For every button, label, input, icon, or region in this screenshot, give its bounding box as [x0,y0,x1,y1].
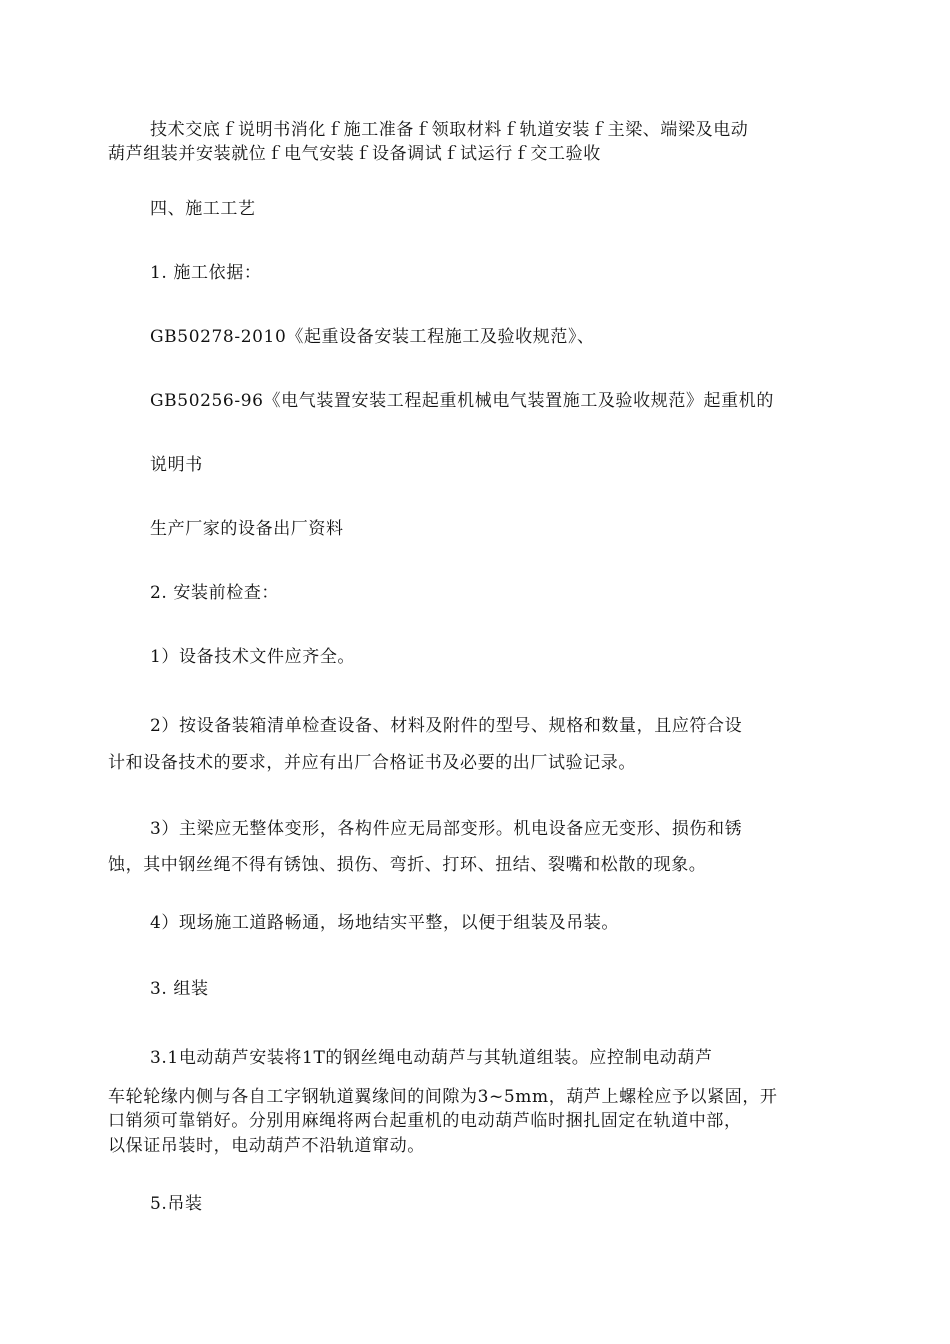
item-5-heading: 5.吊装 [150,1194,203,1214]
check-2-line-1: 2）按设备装箱清单检查设备、材料及附件的型号、规格和数量，且应符合设 [150,716,743,736]
assembly-line-4: 以保证吊装时，电动葫芦不沿轨道窜动。 [108,1136,425,1156]
section-4-heading: 四、施工工艺 [150,199,256,219]
assembly-line-3: 口销须可靠销好。分别用麻绳将两台起重机的电动葫芦临时捆扎固定在轨道中部， [108,1111,742,1131]
reference-gb50278: GB50278-2010《起重设备安装工程施工及验收规范》、 [150,327,595,347]
item-1-heading: 1. 施工依据： [150,263,262,283]
flow-line-1: 技术交底ｆ说明书消化ｆ施工准备ｆ领取材料ｆ轨道安装ｆ主梁、端梁及电动 [150,120,749,140]
reference-factory-docs: 生产厂家的设备出厂资料 [150,519,344,539]
check-3-line-2: 蚀，其中钢丝绳不得有锈蚀、损伤、弯折、打环、扭结、裂嘴和松散的现象。 [108,855,707,875]
reference-manual: 说明书 [150,455,203,475]
assembly-line-1: 3.1电动葫芦安装将1T的钢丝绳电动葫芦与其轨道组装。应控制电动葫芦 [150,1048,713,1068]
check-1: 1）设备技术文件应齐全。 [150,647,356,667]
assembly-line-2: 车轮轮缘内侧与各自工字钢轨道翼缘间的间隙为3~5mm，葫芦上螺栓应予以紧固，开 [108,1087,778,1107]
reference-gb50256: GB50256-96《电气装置安装工程起重机械电气装置施工及验收规范》起重机的 [150,391,774,411]
check-3-line-1: 3）主梁应无整体变形，各构件应无局部变形。机电设备应无变形、损伤和锈 [150,819,743,839]
flow-line-2: 葫芦组装并安装就位ｆ电气安装ｆ设备调试ｆ试运行ｆ交工验收 [108,144,601,164]
item-3-heading: 3. 组装 [150,979,209,999]
item-2-heading: 2. 安装前检查： [150,583,280,603]
check-4: 4）现场施工道路畅通，场地结实平整，以便于组装及吊装。 [150,913,620,933]
check-2-line-2: 计和设备技术的要求，并应有出厂合格证书及必要的出厂试验记录。 [108,753,636,773]
